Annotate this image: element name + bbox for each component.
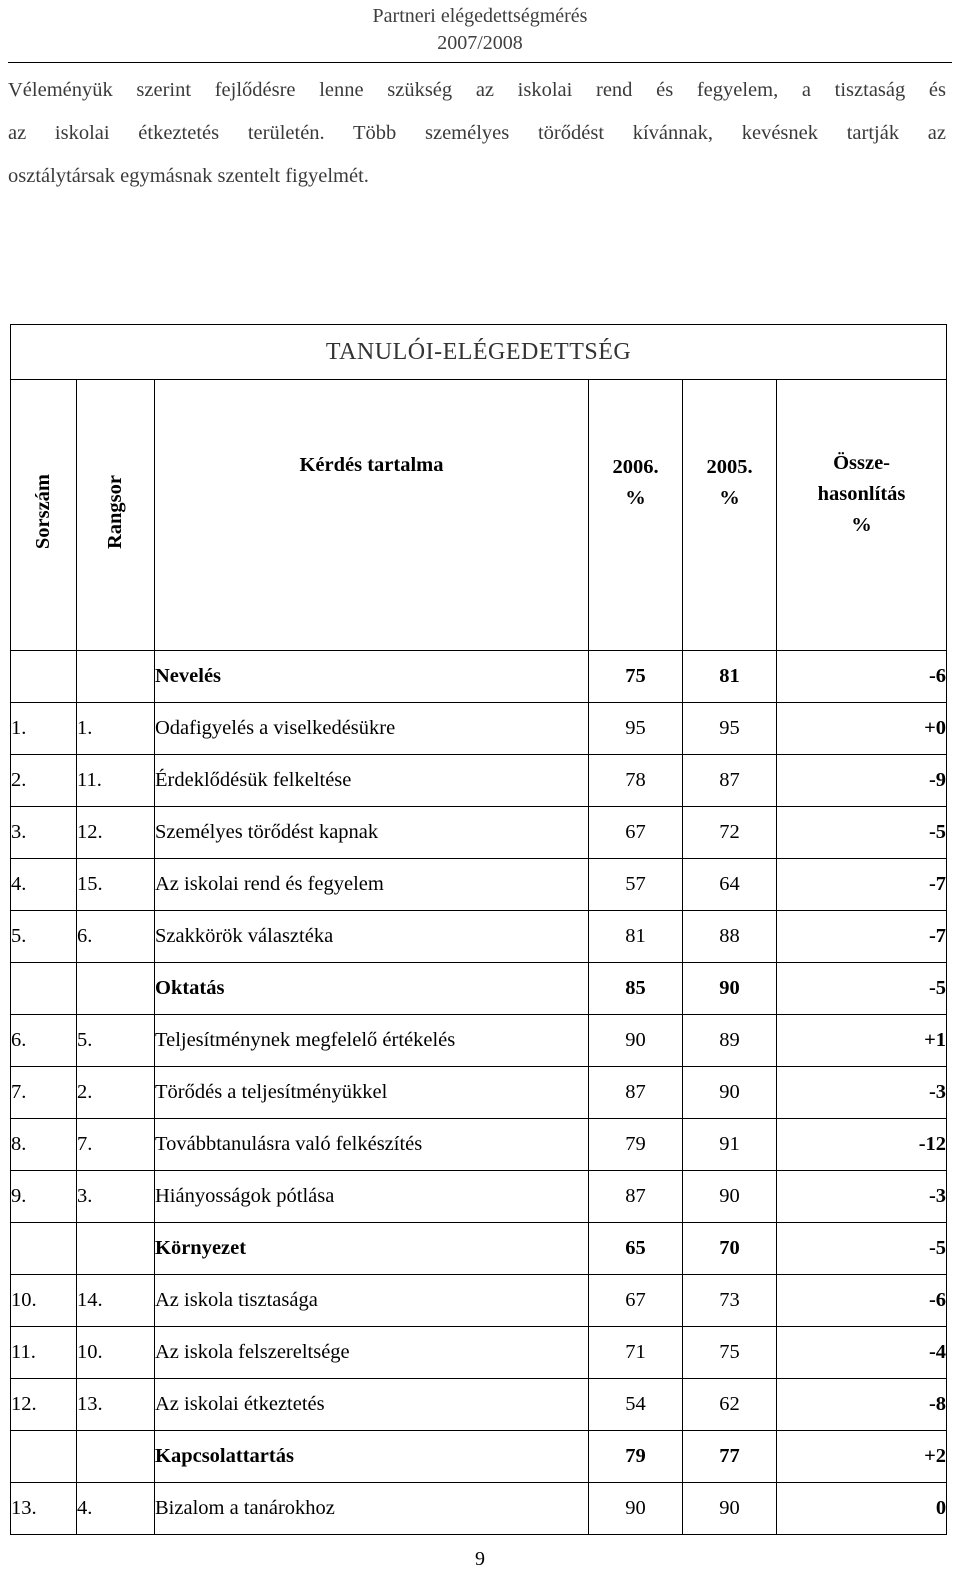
cell-sorszam: 7. xyxy=(11,1067,77,1119)
cell-comparison: -5 xyxy=(777,1223,947,1275)
cell-2006: 54 xyxy=(589,1379,683,1431)
cell-2006: 79 xyxy=(589,1431,683,1483)
cell-2005: 70 xyxy=(683,1223,777,1275)
table-row xyxy=(11,807,947,859)
cell-2006: 87 xyxy=(589,1067,683,1119)
cell-sorszam: 12. xyxy=(11,1379,77,1431)
table-header-row xyxy=(11,380,947,651)
cell-2005: 95 xyxy=(683,703,777,755)
cell-comparison: -12 xyxy=(777,1119,947,1171)
category-row xyxy=(11,1431,947,1483)
cell-2006: 85 xyxy=(589,963,683,1015)
cell-rangsor xyxy=(77,1431,155,1483)
cell-2006: 95 xyxy=(589,703,683,755)
cell-comparison: -3 xyxy=(777,1067,947,1119)
cell-rangsor: 13. xyxy=(77,1379,155,1431)
table-row xyxy=(11,1379,947,1431)
table-title: TANULÓI-ELÉGEDETTSÉG xyxy=(11,325,947,380)
cell-sorszam xyxy=(11,1431,77,1483)
cell-question: Nevelés xyxy=(155,651,589,703)
cell-2005: 88 xyxy=(683,911,777,963)
cell-2006: 67 xyxy=(589,807,683,859)
cell-comparison: -5 xyxy=(777,807,947,859)
table-row xyxy=(11,1067,947,1119)
cell-question: Szakkörök választéka xyxy=(155,911,589,963)
cell-question: Hiányosságok pótlása xyxy=(155,1171,589,1223)
cell-question: Környezet xyxy=(155,1223,589,1275)
cell-comparison: -4 xyxy=(777,1327,947,1379)
table-row xyxy=(11,1015,947,1067)
header-question: Kérdés tartalma xyxy=(155,380,589,651)
cell-comparison: -3 xyxy=(777,1171,947,1223)
cell-comparison: -6 xyxy=(777,651,947,703)
cell-2005: 62 xyxy=(683,1379,777,1431)
cell-2006: 67 xyxy=(589,1275,683,1327)
cell-question: Bizalom a tanárokhoz xyxy=(155,1483,589,1535)
cell-sorszam: 11. xyxy=(11,1327,77,1379)
cell-rangsor: 11. xyxy=(77,755,155,807)
cell-2006: 81 xyxy=(589,911,683,963)
satisfaction-table xyxy=(10,324,947,1535)
cell-sorszam: 10. xyxy=(11,1275,77,1327)
cell-rangsor: 4. xyxy=(77,1483,155,1535)
cell-2006: 78 xyxy=(589,755,683,807)
cell-question: Továbbtanulásra való felkészítés xyxy=(155,1119,589,1171)
cell-2005: 90 xyxy=(683,1067,777,1119)
header-rule xyxy=(8,62,952,63)
cell-comparison: -6 xyxy=(777,1275,947,1327)
header-comparison: Össze- hasonlítás % xyxy=(777,380,947,651)
cell-rangsor: 1. xyxy=(77,703,155,755)
cell-2005: 77 xyxy=(683,1431,777,1483)
category-row xyxy=(11,963,947,1015)
cell-sorszam: 2. xyxy=(11,755,77,807)
cell-2005: 87 xyxy=(683,755,777,807)
cell-sorszam: 9. xyxy=(11,1171,77,1223)
cell-2006: 90 xyxy=(589,1015,683,1067)
cell-comparison: +1 xyxy=(777,1015,947,1067)
cell-2005: 90 xyxy=(683,1483,777,1535)
cell-sorszam xyxy=(11,651,77,703)
intro-line: az iskolai étkeztetés területén. Több személyes törődést kívánnak, kevésnek tartják az xyxy=(8,122,946,144)
cell-2006: 65 xyxy=(589,1223,683,1275)
cell-2005: 73 xyxy=(683,1275,777,1327)
cell-sorszam: 1. xyxy=(11,703,77,755)
header-year: 2007/2008 xyxy=(437,32,523,54)
cell-sorszam xyxy=(11,1223,77,1275)
cell-rangsor xyxy=(77,651,155,703)
table-row xyxy=(11,911,947,963)
cell-question: Kapcsolattartás xyxy=(155,1431,589,1483)
cell-comparison: +0 xyxy=(777,703,947,755)
intro-line: Véleményük szerint fejlődésre lenne szükség az iskolai rend és fegyelem, a tisztaság és xyxy=(8,79,946,101)
table-row xyxy=(11,1275,947,1327)
cell-2005: 64 xyxy=(683,859,777,911)
table-row xyxy=(11,703,947,755)
cell-sorszam: 8. xyxy=(11,1119,77,1171)
cell-comparison: -8 xyxy=(777,1379,947,1431)
cell-question: Odafigyelés a viselkedésükre xyxy=(155,703,589,755)
header-2005: 2005. % xyxy=(683,380,777,651)
cell-2005: 90 xyxy=(683,963,777,1015)
header-sorszam: Sorszám xyxy=(11,380,77,651)
category-row xyxy=(11,651,947,703)
cell-sorszam: 5. xyxy=(11,911,77,963)
cell-rangsor xyxy=(77,1223,155,1275)
table-row xyxy=(11,1119,947,1171)
cell-comparison: -5 xyxy=(777,963,947,1015)
cell-rangsor: 5. xyxy=(77,1015,155,1067)
cell-2006: 79 xyxy=(589,1119,683,1171)
cell-comparison: -7 xyxy=(777,859,947,911)
table-row xyxy=(11,755,947,807)
cell-rangsor xyxy=(77,963,155,1015)
cell-sorszam: 4. xyxy=(11,859,77,911)
cell-question: Oktatás xyxy=(155,963,589,1015)
cell-rangsor: 15. xyxy=(77,859,155,911)
intro-paragraph xyxy=(8,69,946,198)
cell-2006: 75 xyxy=(589,651,683,703)
cell-2006: 90 xyxy=(589,1483,683,1535)
cell-question: Személyes törődést kapnak xyxy=(155,807,589,859)
table-row xyxy=(11,1171,947,1223)
cell-sorszam: 6. xyxy=(11,1015,77,1067)
cell-2005: 90 xyxy=(683,1171,777,1223)
cell-comparison: -9 xyxy=(777,755,947,807)
header-rangsor: Rangsor xyxy=(77,380,155,651)
cell-question: Törődés a teljesítményükkel xyxy=(155,1067,589,1119)
cell-2005: 91 xyxy=(683,1119,777,1171)
cell-2005: 81 xyxy=(683,651,777,703)
cell-2006: 57 xyxy=(589,859,683,911)
cell-comparison: -7 xyxy=(777,911,947,963)
header-title: Partneri elégedettségmérés xyxy=(372,5,588,27)
cell-question: Az iskolai étkeztetés xyxy=(155,1379,589,1431)
cell-question: Teljesítménynek megfelelő értékelés xyxy=(155,1015,589,1067)
cell-rangsor: 2. xyxy=(77,1067,155,1119)
cell-rangsor: 12. xyxy=(77,807,155,859)
cell-2006: 71 xyxy=(589,1327,683,1379)
cell-2005: 72 xyxy=(683,807,777,859)
table-row xyxy=(11,1327,947,1379)
cell-2005: 75 xyxy=(683,1327,777,1379)
cell-rangsor: 6. xyxy=(77,911,155,963)
cell-2005: 89 xyxy=(683,1015,777,1067)
intro-line: osztálytársak egymásnak szentelt figyelmét. xyxy=(8,165,369,187)
cell-rangsor: 7. xyxy=(77,1119,155,1171)
page-number: 9 xyxy=(475,1548,485,1570)
cell-comparison: 0 xyxy=(777,1483,947,1535)
table-row xyxy=(11,1483,947,1535)
cell-sorszam: 3. xyxy=(11,807,77,859)
cell-comparison: +2 xyxy=(777,1431,947,1483)
cell-sorszam xyxy=(11,963,77,1015)
cell-rangsor: 3. xyxy=(77,1171,155,1223)
header-2006: 2006. % xyxy=(589,380,683,651)
cell-question: Érdeklődésük felkeltése xyxy=(155,755,589,807)
category-row xyxy=(11,1223,947,1275)
cell-question: Az iskolai rend és fegyelem xyxy=(155,859,589,911)
cell-rangsor: 10. xyxy=(77,1327,155,1379)
cell-2006: 87 xyxy=(589,1171,683,1223)
table-row xyxy=(11,859,947,911)
cell-question: Az iskola felszereltsége xyxy=(155,1327,589,1379)
cell-rangsor: 14. xyxy=(77,1275,155,1327)
cell-sorszam: 13. xyxy=(11,1483,77,1535)
cell-question: Az iskola tisztasága xyxy=(155,1275,589,1327)
